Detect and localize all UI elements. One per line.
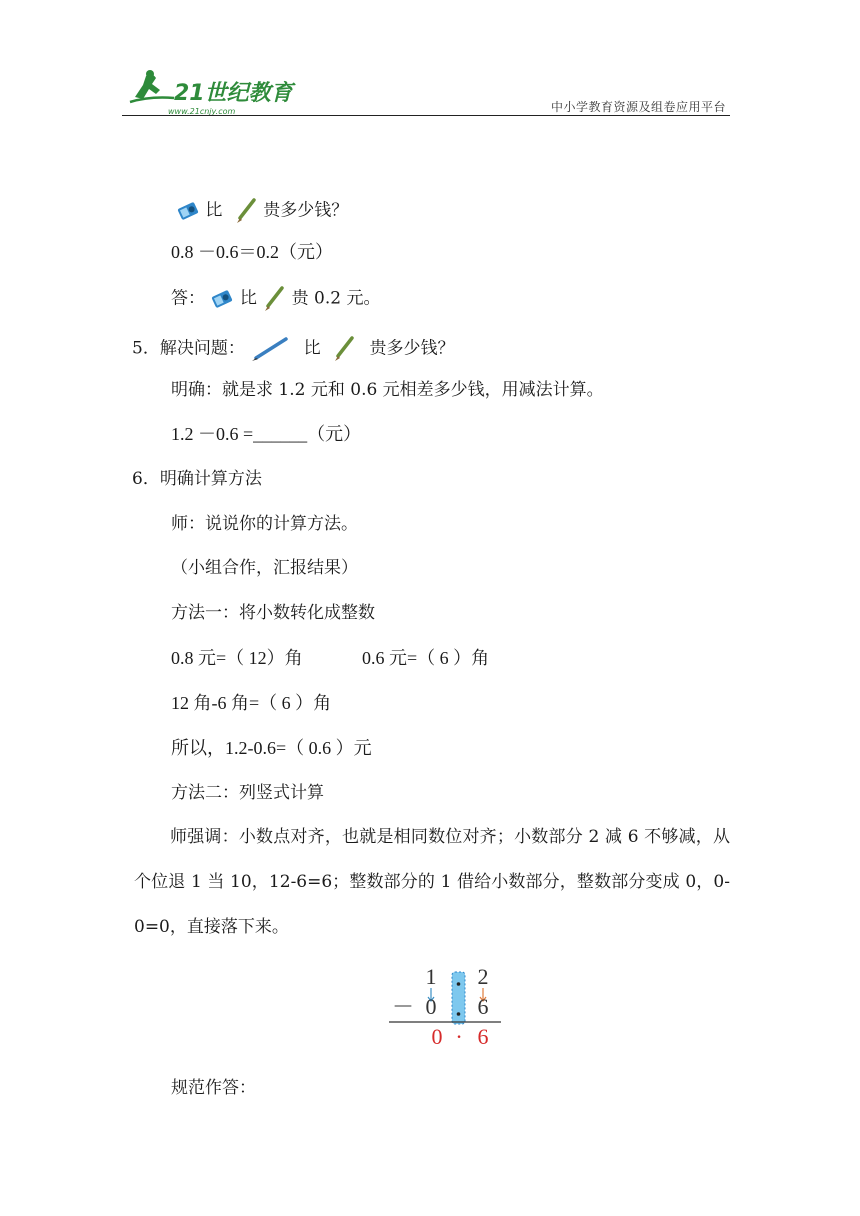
logo xyxy=(124,68,304,118)
calc-line-1: 0.8 －0.6＝0.2（元） xyxy=(171,242,333,262)
emphasis-paragraph: 师强调：小数点对齐，也就是相同数位对齐；小数部分 2 减 6 不够减，从个位退 1 当 10，12-6=6；整数部分的 1 借给小数部分，整数部分变成 0，0-0=0，直接落下来。 xyxy=(134,827,730,937)
item-6 xyxy=(132,467,262,491)
question-line xyxy=(176,198,348,224)
top-decimal-point xyxy=(457,982,461,986)
result-decimal-point: · xyxy=(455,1024,463,1049)
question-end: 贵多少钱？ xyxy=(263,200,349,221)
result-decimal-digit: 6 xyxy=(477,1024,489,1049)
top-decimal-digit: 2 xyxy=(477,964,489,989)
pencil-icon xyxy=(262,286,286,312)
vertical-subtraction xyxy=(385,962,505,1054)
middle-decimal-digit: 6 xyxy=(477,994,489,1019)
conversion-2: 0.6 元=（ 6 ）角 xyxy=(362,648,490,668)
conversion-1: 0.8 元=（ 12）角 xyxy=(171,648,303,668)
sharpener-icon xyxy=(176,199,200,223)
ballpen-icon xyxy=(250,336,290,362)
header-tagline: 中小学教育资源及组卷应用平台 xyxy=(550,100,726,114)
norm-answer-label: 规范作答： xyxy=(171,1078,256,1098)
logo-text: 21世纪教育 xyxy=(174,81,293,106)
pencil-icon xyxy=(234,198,258,224)
sharpener-icon xyxy=(210,287,234,311)
method-1: 方法一：将小数转化成整数 xyxy=(171,603,375,623)
item-5-compare: 比 xyxy=(303,338,321,359)
item-5-text: 解决问题： xyxy=(159,338,245,359)
subtraction-line: 12 角-6 角=（ 6 ）角 xyxy=(171,693,332,713)
pencil-icon xyxy=(332,336,356,362)
item-6-text: 明确计算方法 xyxy=(159,469,262,489)
answer-compare: 比 xyxy=(239,288,257,309)
group-line: （小组合作，汇报结果） xyxy=(171,558,358,578)
result-integer-digit: 0 xyxy=(431,1024,443,1049)
header-divider xyxy=(122,115,730,116)
answer-line xyxy=(171,286,380,312)
item-5 xyxy=(132,336,454,362)
top-integer-digit: 1 xyxy=(425,964,437,989)
compare-word: 比 xyxy=(205,200,223,221)
calc-line-2: 1.2 －0.6 =______（元） xyxy=(171,424,362,444)
minus-sign: － xyxy=(391,994,415,1019)
item-5-number: 5． xyxy=(132,338,160,359)
item-6-number: 6． xyxy=(132,469,160,489)
middle-integer-digit: 0 xyxy=(425,994,437,1019)
item-5-end: 贵多少钱？ xyxy=(369,338,455,359)
method-2: 方法二：列竖式计算 xyxy=(171,783,324,803)
clarify-line: 明确：就是求 1.2 元和 0.6 元相差多少钱，用减法计算。 xyxy=(171,380,604,400)
answer-prefix: 答： xyxy=(171,288,205,309)
conclusion-line: 所以，1.2-0.6=（ 0.6 ）元 xyxy=(171,738,372,758)
middle-decimal-point xyxy=(457,1012,461,1016)
answer-suffix: 贵 0.2 元。 xyxy=(291,288,381,309)
teacher-line: 师：说说你的计算方法。 xyxy=(171,514,358,534)
logo-url: www.21cnjy.com xyxy=(168,107,236,116)
